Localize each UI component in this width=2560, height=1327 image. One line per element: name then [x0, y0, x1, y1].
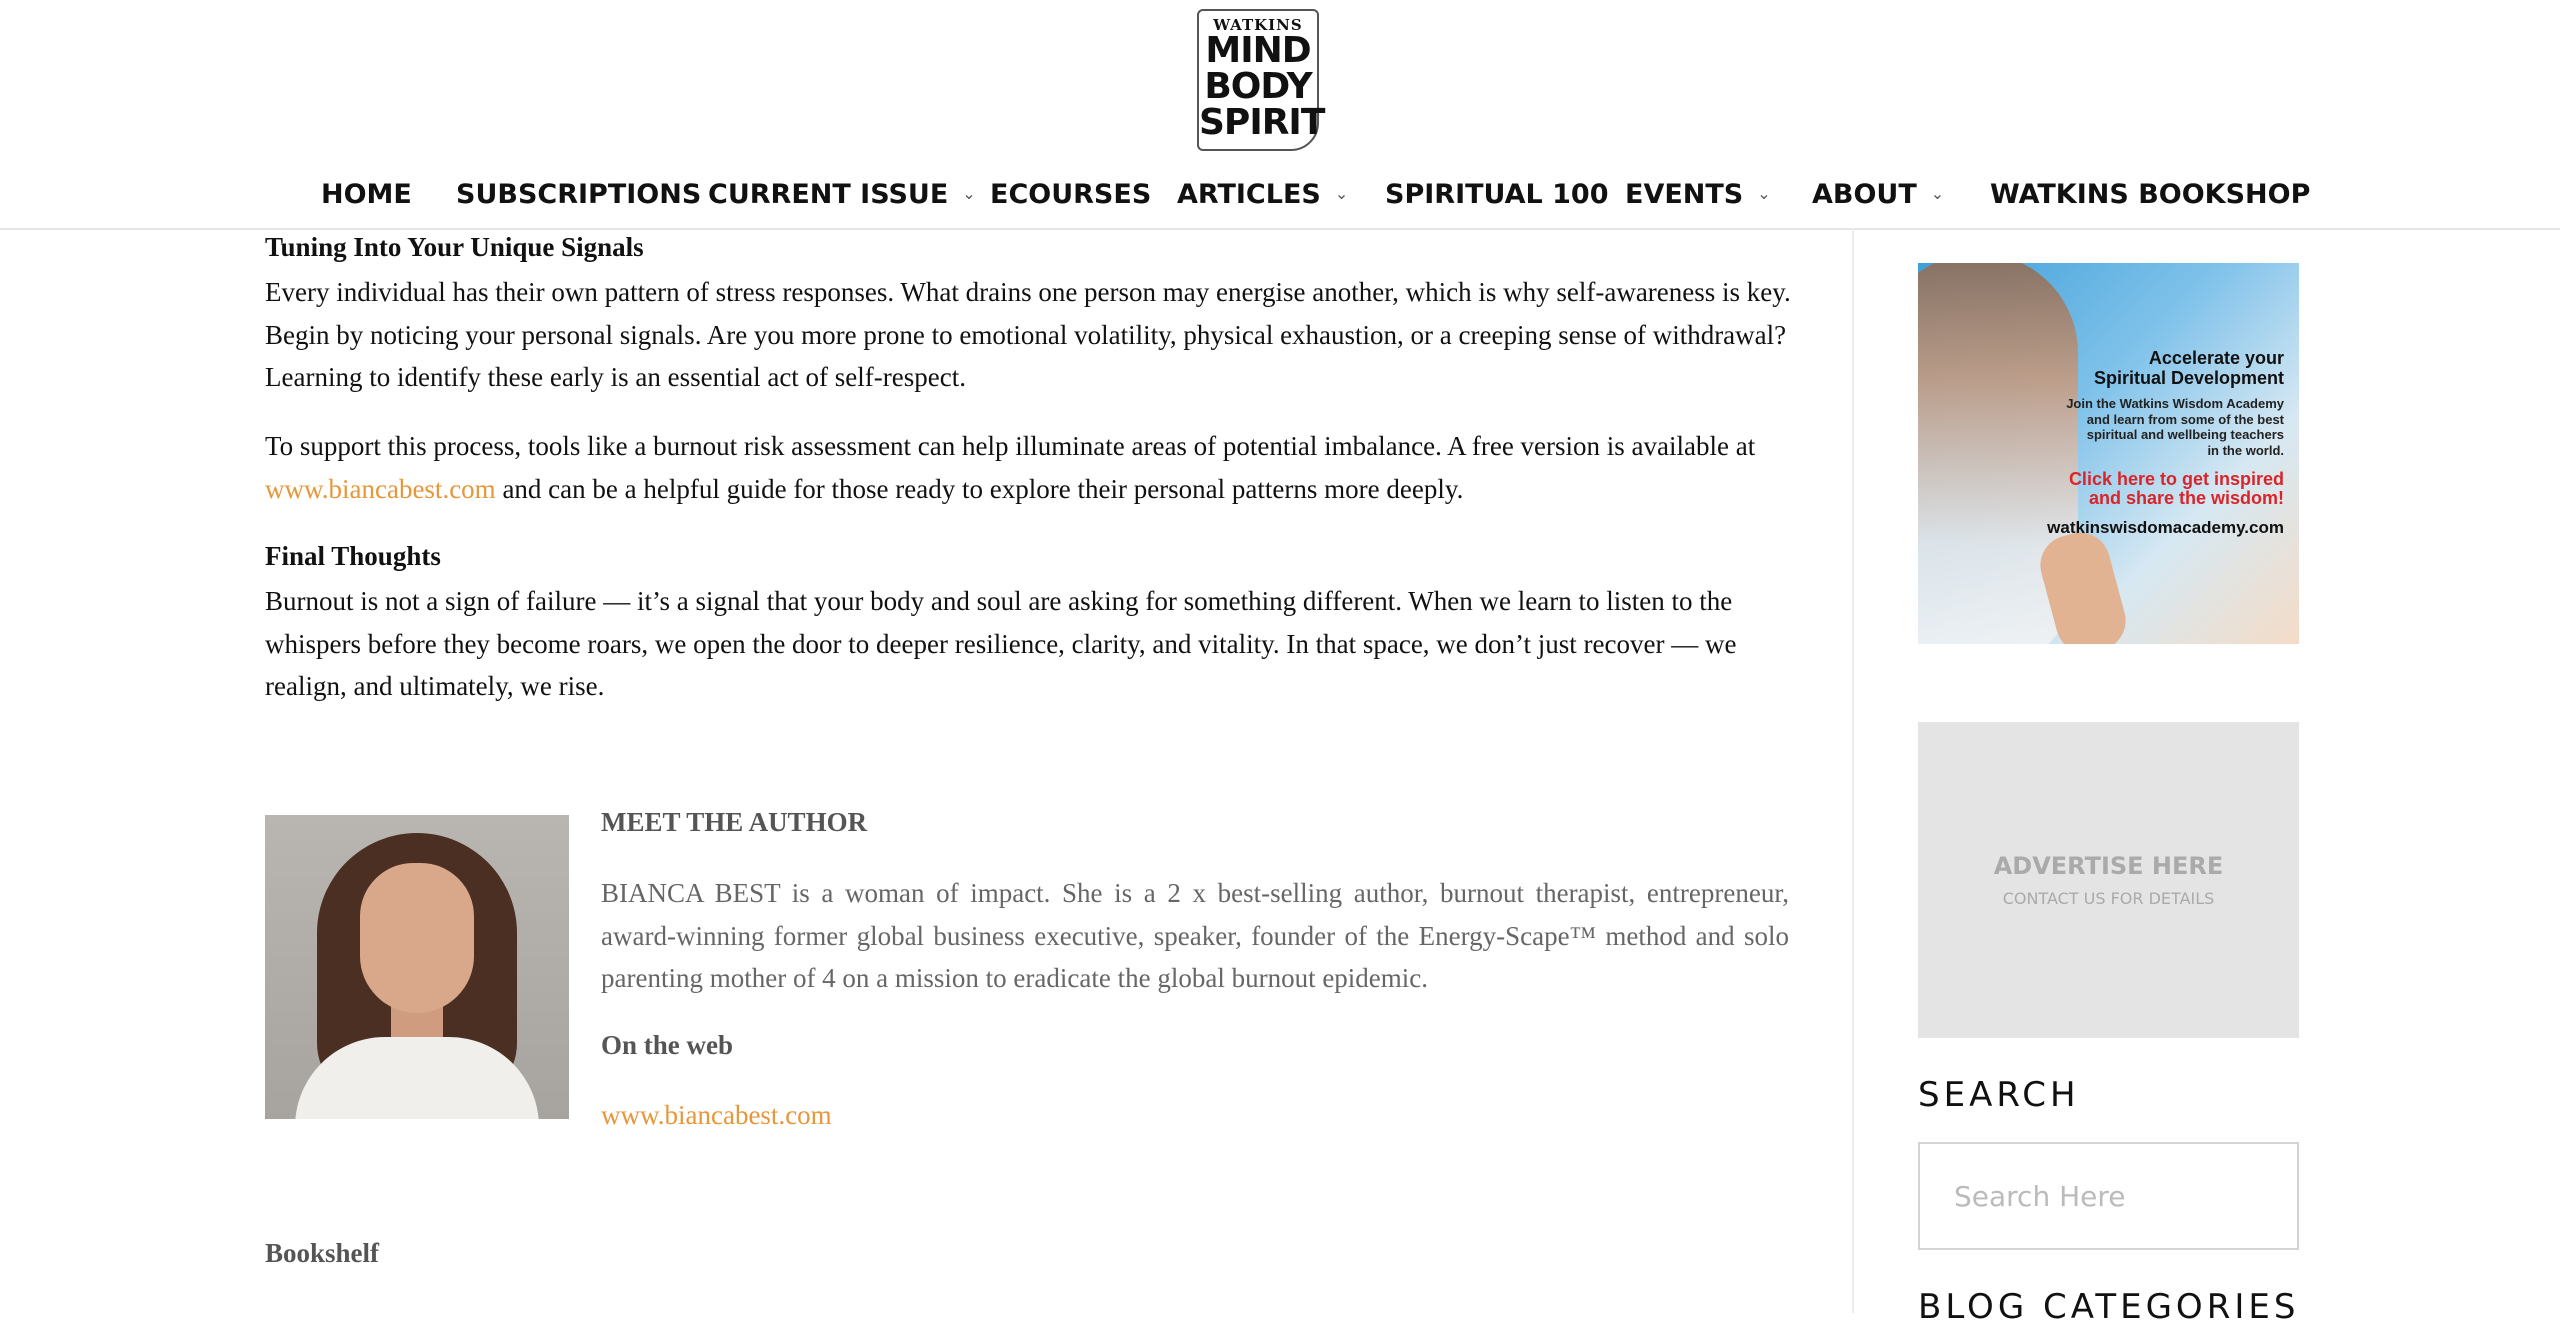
- section-heading-signals: Tuning Into Your Unique Signals: [265, 232, 644, 262]
- site-logo[interactable]: [1197, 9, 1325, 151]
- nav-events-label: EVENTS: [1625, 179, 1744, 210]
- chevron-down-icon: ⌄: [1757, 183, 1771, 203]
- logo-body: BODY: [1204, 66, 1312, 107]
- wisdom-academy-ad[interactable]: [1918, 263, 2299, 644]
- advertise-here-box[interactable]: [1918, 722, 2299, 1038]
- main-nav: [0, 170, 2560, 220]
- logo-spirit: SPIRIT: [1199, 102, 1325, 143]
- nav-current-issue[interactable]: [708, 170, 976, 221]
- paragraph-assessment-text-1: To support this process, tools like a burnout risk assessment can help illuminate areas of potential imbalance. A free version is available at: [265, 431, 1756, 461]
- advertise-here-subtitle: CONTACT US FOR DETAILS: [2002, 889, 2215, 908]
- on-the-web-label: On the web: [601, 1030, 734, 1060]
- paragraph-signals: Every individual has their own pattern of stress responses. What drains one person may energise another, which is why self-awareness is key. Begin by noticing your personal signals. Are you more prone to emotional volatility, physical exhaustion, or a creeping sense of withdrawal? Learning to identify these early is an essential act of self-respect.: [265, 277, 1791, 392]
- bookshelf-heading: Bookshelf: [265, 1238, 380, 1268]
- nav-events[interactable]: [1625, 170, 1771, 221]
- nav-spiritual-100-label: SPIRITUAL 100: [1385, 179, 1609, 210]
- author-photo: [265, 815, 569, 1119]
- ad-description: [2066, 396, 2284, 458]
- ad-headline-line-1: Accelerate your: [2148, 348, 2284, 368]
- ad-description-line-1: Join the Watkins Wisdom Academy: [2066, 396, 2284, 411]
- nav-ecourses[interactable]: [990, 170, 1151, 220]
- nav-articles[interactable]: [1177, 170, 1348, 221]
- author-bio: BIANCA BEST is a woman of impact. She is a 2 x best-selling author, burnout therapist, entrepreneur, award-winning former global business executive, speaker, founder of the Energy-Scape™ method and solo parenting mother of 4 on a mission to eradicate the global burnout epidemic.: [601, 878, 1789, 993]
- blog-categories-heading: BLOG CATEGORIES: [1918, 1287, 2300, 1327]
- chevron-down-icon: ⌄: [1334, 183, 1349, 203]
- nav-current-issue-label: CURRENT ISSUE: [708, 179, 949, 210]
- nav-about-label: ABOUT: [1812, 179, 1917, 210]
- nav-articles-label: ARTICLES: [1177, 179, 1321, 210]
- nav-watkins-bookshop[interactable]: [1990, 170, 2310, 220]
- meet-the-author-heading: MEET THE AUTHOR: [601, 807, 868, 837]
- ad-description-line-2: and learn from some of the best: [2086, 411, 2284, 427]
- ad-cta-line-1: Click here to get inspired: [2068, 469, 2284, 489]
- paragraph-assessment: [265, 425, 1795, 510]
- nav-home[interactable]: [321, 170, 412, 220]
- search-heading: SEARCH: [1918, 1075, 2080, 1115]
- site-header: [0, 0, 2560, 230]
- paragraph-final-thoughts: Burnout is not a sign of failure — it’s a signal that your body and soul are asking for something different. When we learn to listen to the whispers before they become roars, we open the door to deeper resilience, clarity, and vitality. In that space, we don’t just recover — we realign, and ultimately, we rise.: [265, 586, 1737, 701]
- section-heading-final-thoughts: Final Thoughts: [265, 541, 441, 571]
- logo-watkins: WATKINS: [1213, 16, 1303, 34]
- nav-watkins-bookshop-label: WATKINS BOOKSHOP: [1990, 179, 2311, 210]
- ad-cta: [2069, 470, 2284, 508]
- ad-description-line-4: in the world.: [2207, 442, 2284, 458]
- nav-spiritual-100[interactable]: [1385, 170, 1609, 220]
- biancabest-link[interactable]: www.biancabest.com: [265, 473, 496, 504]
- paragraph-assessment-text-2: and can be a helpful guide for those ready to explore their personal patterns more deeply.: [495, 473, 1464, 504]
- author-photo-face: [360, 863, 474, 1013]
- ad-headline: [2094, 348, 2284, 388]
- nav-home-label: HOME: [321, 179, 412, 210]
- ad-description-line-3: spiritual and wellbeing teachers: [2086, 427, 2284, 442]
- logo-mind: MIND: [1205, 30, 1311, 71]
- advertise-here-title: ADVERTISE HERE: [1993, 852, 2224, 880]
- ad-url: watkinswisdomacademy.com: [2047, 518, 2284, 537]
- chevron-down-icon: ⌄: [962, 183, 976, 203]
- nav-about[interactable]: [1812, 170, 1944, 221]
- ad-cta-line-2: and share the wisdom!: [2088, 488, 2284, 508]
- nav-subscriptions-label: SUBSCRIPTIONS: [456, 179, 702, 210]
- ad-headline-line-2: Spiritual Development: [2093, 368, 2284, 388]
- author-website-link[interactable]: www.biancabest.com: [601, 1100, 832, 1130]
- search-input[interactable]: [1918, 1142, 2299, 1250]
- chevron-down-icon: ⌄: [1930, 183, 1945, 203]
- sidebar-divider: [1852, 228, 1854, 1313]
- nav-subscriptions[interactable]: [456, 170, 701, 220]
- nav-ecourses-label: ECOURSES: [990, 179, 1152, 210]
